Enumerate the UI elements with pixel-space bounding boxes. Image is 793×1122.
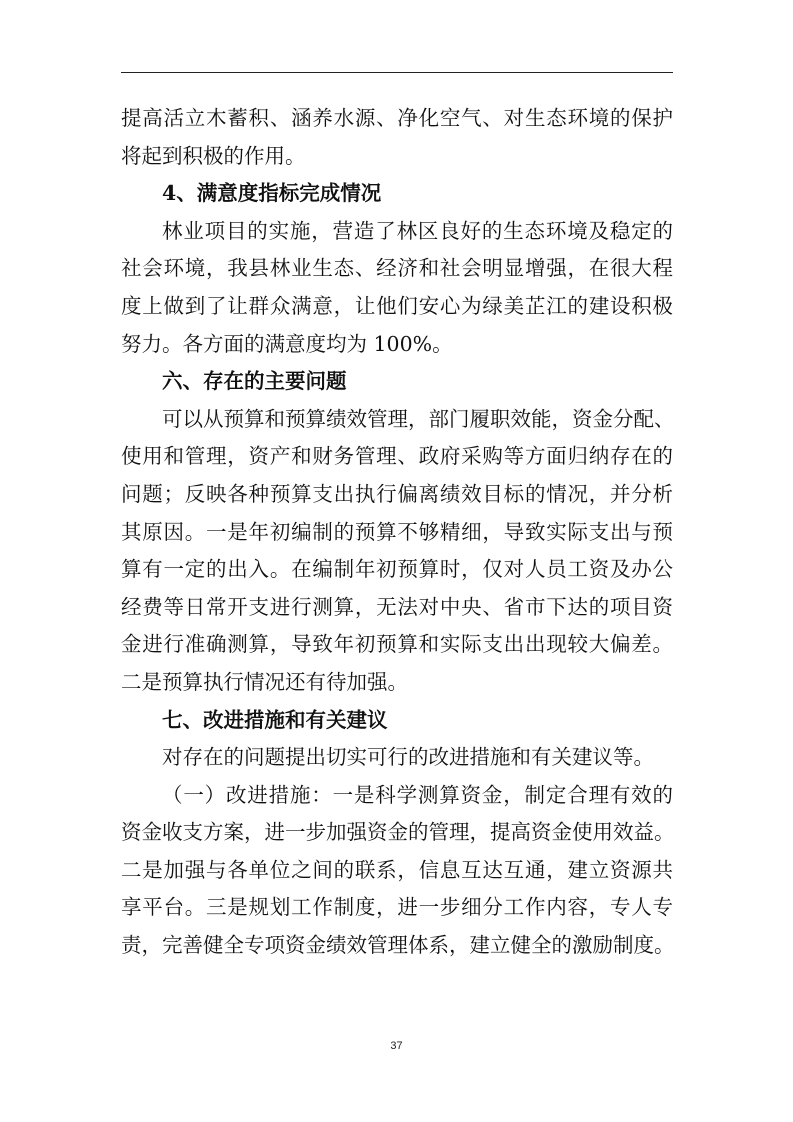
section-heading-improvements: 七、改进措施和有关建议 — [162, 707, 388, 732]
text-line: 享平台。三是规划工作制度，进一步细分工作内容，专人专 — [121, 895, 673, 920]
paragraph-satisfaction — [121, 213, 673, 363]
text-line: 问题；反映各种预算支出执行偏离绩效目标的情况，并分析 — [121, 481, 673, 506]
text-line: （一）改进措施：一是科学测算资金，制定合理有效的 — [162, 782, 673, 807]
text-line: 责，完善健全专项资金绩效管理体系，建立健全的激励制度。 — [121, 933, 675, 958]
paragraph-intro — [121, 739, 673, 777]
text-line: 对存在的问题提出切实可行的改进措施和有关建议等。 — [162, 745, 654, 770]
header-rule — [121, 72, 673, 73]
paragraph-problems — [121, 401, 673, 702]
text-line: 将起到积极的作用。 — [121, 143, 306, 168]
text-line: 算有一定的出入。在编制年初预算时，仅对人员工资及办公 — [121, 557, 673, 582]
text-line: 经费等日常开支进行测算，无法对中央、省市下达的项目资 — [121, 594, 673, 619]
text-line: 林业项目的实施，营造了林区良好的生态环境及稳定的 — [162, 218, 673, 243]
text-line: 其原因。一是年初编制的预算不够精细，导致实际支出与预 — [121, 519, 673, 544]
paragraph-measures — [121, 777, 673, 965]
text-line: 可以从预算和预算绩效管理，部门履职效能，资金分配、 — [162, 406, 675, 431]
text-line: 资金收支方案，进一步加强资金的管理，提高资金使用效益。 — [121, 820, 675, 845]
page-number: 37 — [390, 1040, 403, 1052]
text-line: 使用和管理，资产和财务管理、政府采购等方面归纳存在的 — [121, 444, 673, 469]
text-line: 二是预算执行情况还有待加强。 — [121, 669, 408, 694]
text-line: 度上做到了让群众满意，让他们安心为绿美芷江的建设积极 — [121, 293, 673, 318]
text-line: 二是加强与各单位之间的联系，信息互达互通，建立资源共 — [121, 857, 673, 882]
text-line: 提高活立木蓄积、涵养水源、净化空气、对生态环境的保护 — [121, 106, 673, 130]
section-heading-satisfaction: 4、满意度指标完成情况 — [162, 181, 382, 206]
text-line: 金进行准确测算，导致年初预算和实际支出出现较大偏差。 — [121, 632, 673, 657]
section-heading-problems: 六、存在的主要问题 — [162, 369, 347, 394]
page-body — [121, 100, 673, 965]
text-line: 努力。各方面的满意度均为 100%。 — [121, 331, 453, 356]
paragraph-continued — [121, 100, 673, 175]
text-line: 社会环境，我县林业生态、经济和社会明显增强，在很大程 — [121, 256, 673, 281]
